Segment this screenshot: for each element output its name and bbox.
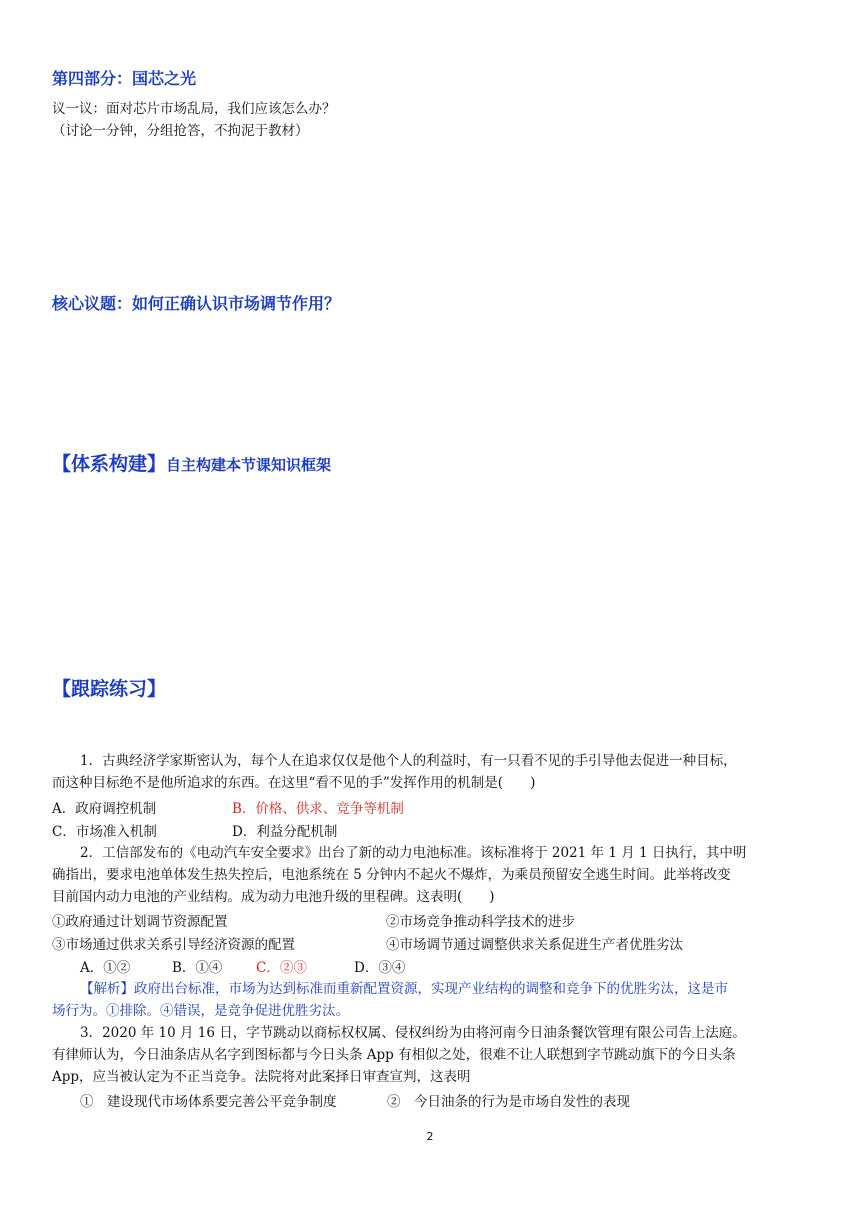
system-build-heading: [52, 449, 331, 476]
q1-stem-cont: [52, 772, 812, 794]
q3-stem-line1: 3．2020 年 10 月 16 日，字节跳动以商标权权属、侵权纠纷为由将河南今日油条餐饮管理有限公司告上法庭。: [80, 1025, 746, 1041]
q1-stem-line1: 1．古典经济学家斯密认为，每个人在追求仅仅是他个人的利益时，有一只看不见的手引导他去促进一种目标，: [80, 753, 737, 769]
system-build-bracket-title: 【体系构建】: [52, 453, 167, 475]
system-build-subtitle: 自主构建本节课知识框架: [166, 456, 332, 474]
q2-option-b: B．①④: [172, 960, 223, 976]
q2-item-1: ①政府通过计划调节资源配置: [52, 914, 228, 930]
part4-discuss-note: （讨论一分钟，分组抢答，不拘泥于教材）: [52, 123, 309, 139]
q2-option-d: D．③④: [354, 960, 406, 976]
q3-stem-line3: App，应当被认定为不正当竞争。法院将对此案择日审查宣判，这表明: [52, 1069, 471, 1085]
q2-option-a: A．①②: [80, 960, 131, 976]
q3-stem-line2: 有律师认为，今日油条店从名字到图标都与今日头条 App 有相似之处，很难不让人联想到字节跳动旗下的今日头条: [52, 1047, 736, 1063]
q2-item-2: ②市场竞争推动科学技术的进步: [386, 914, 575, 930]
page-number: 2: [426, 1130, 434, 1143]
q2-analysis-line2: 场行为。①排除。④错误，是竞争促进优胜劣汰。: [52, 1003, 349, 1019]
q3-item-1: ① 建设现代市场体系要完善公平竞争制度: [80, 1094, 337, 1110]
q2-item-3: ③市场通过供求关系引导经济资源的配置: [52, 937, 295, 953]
q1-option-b-answer: B．价格、供求、竞争等机制: [232, 801, 404, 817]
part4-title: 第四部分：国芯之光: [52, 69, 197, 88]
q1-stem-line2: 而这种目标绝不是他所追求的东西。在这里“看不见的手”发挥作用的机制是( ): [52, 775, 536, 791]
q1-option-c: C．市场准入机制: [52, 824, 157, 840]
q2-stem-line3: 目前国内动力电池的产业结构。成为动力电池升级的里程碑。这表明( ): [52, 889, 495, 905]
q1-stem: [52, 750, 812, 772]
q1-option-a: A．政府调控机制: [52, 801, 157, 817]
q2-stem-line2: 确指出，要求电池单体发生热失控后，电池系统在 5 分钟内不起火不爆炸，为乘员预留安全逃生时间。此举将改变: [52, 867, 731, 883]
q2-analysis-line1: 【解析】政府出台标准，市场为达到标准而重新配置资源，实现产业结构的调整和竞争下的优胜劣汰，这是市: [80, 981, 728, 997]
part4-discuss-prompt: 议一议：面对芯片市场乱局，我们应该怎么办？: [52, 101, 336, 117]
q2-option-c-answer: C．②③: [256, 960, 307, 976]
q1-option-d: D．利益分配机制: [232, 824, 338, 840]
q3-item-2: ② 今日油条的行为是市场自发性的表现: [387, 1094, 630, 1110]
q2-item-4: ④市场调节通过调整供求关系促进生产者优胜劣汰: [386, 937, 683, 953]
q2-stem-line1: 2．工信部发布的《电动汽车安全要求》出台了新的动力电池标准。该标准将于 2021 年 1 月 1 日执行，其中明: [80, 845, 747, 861]
core-topic-heading: 核心议题：如何正确认识市场调节作用？: [52, 294, 341, 313]
practice-heading: 【跟踪练习】: [52, 678, 167, 700]
